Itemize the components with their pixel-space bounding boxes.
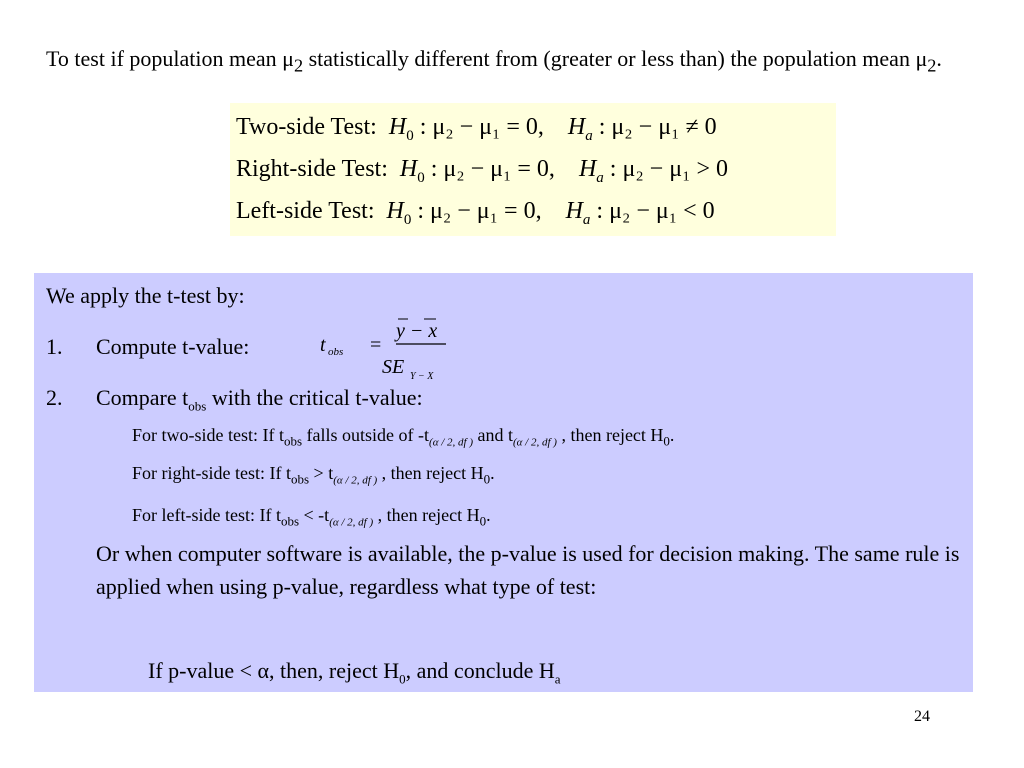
hypothesis-label: Left-side Test: [236,198,375,224]
h0-symbol: H [388,114,407,140]
hypotheses-box [230,103,836,236]
obs-sub: obs [280,513,300,529]
mu-symbol: μ [915,46,928,71]
ha-expr: : μ₂ − μ₁ > 0 [603,156,728,182]
h0-sub: 0 [663,433,670,449]
ha-expr: : μ₂ − μ₁ < 0 [590,198,715,224]
obs-sub: obs [283,433,303,449]
ha-expr: : μ₂ − μ₁ ≠ 0 [592,114,717,140]
intro-part: To test if population mean [46,46,283,71]
h0-symbol: H [399,156,418,182]
h0-sub: 0 [406,127,414,144]
ha-symbol: H [567,114,586,140]
critical-sub: (α / 2, df ) [513,436,557,449]
rule-part: For two-side test: If t [132,425,284,445]
rule-left-side [132,505,491,530]
t-value-formula [318,311,488,381]
h0-symbol: H [386,198,404,224]
formula-numerator: y − x [396,320,438,342]
formula-denominator: SE [382,356,405,378]
step2-text [96,385,423,414]
step2-part: Compare t [96,385,189,410]
rule-part: and t [473,425,513,445]
rule-part: . [490,463,495,483]
critical-sub: (α / 2, df ) [429,436,473,449]
h0-expr: : μ₂ − μ₁ = 0, [424,156,555,182]
hypothesis-label: Right-side Test: [236,156,388,182]
ha-symbol: H [578,156,597,182]
h0-expr: : μ₂ − μ₁ = 0, [411,198,542,224]
critical-sub: (α / 2, df ) [329,516,374,529]
hypothesis-two-side [236,107,717,147]
obs-sub: obs [290,471,310,487]
rule-part: < -t [299,505,330,525]
rule-part: . [486,505,491,525]
step2-part: with the critical t-value: [206,385,423,410]
ha-sub: a [585,127,593,144]
p-value-conclusion [148,658,561,687]
rule-part: falls outside of -t [302,425,430,445]
hypothesis-right-side [236,149,728,189]
page-number: 24 [914,708,930,725]
ha-sub: a [582,211,591,228]
ha-sub: a [596,169,604,186]
h0-sub: 0 [403,211,412,228]
rule-right-side [132,463,495,488]
rule-part: , then reject H [556,425,664,445]
h0-sub: 0 [483,471,491,487]
h0-expr: : μ₂ − μ₁ = 0, [413,114,544,140]
p-value-paragraph: Or when computer software is available, the p-value is used for decision making. The same rule is applied when using p-value, regardless what type of test: [96,541,960,599]
rule-part: . [669,425,675,445]
rule-part: For left-side test: If t [132,505,281,525]
rule-part: For right-side test: If t [132,463,291,483]
step1-number: 1. [46,334,63,359]
hypothesis-left-side [236,191,715,231]
conclusion-part: If p-value < α, then, reject H [148,658,400,683]
step1-text: Compute t-value: [96,334,250,359]
formula-equals: = [370,334,382,356]
ha-sub: a [554,671,561,687]
h0-sub: 0 [417,169,425,186]
formula-lhs: t [320,334,326,356]
h0-sub: 0 [479,513,487,529]
mu-symbol: μ [282,46,294,71]
ha-symbol: H [565,198,583,224]
obs-sub: obs [188,398,207,414]
step2-number: 2. [46,385,63,410]
h0-sub: 0 [399,671,406,687]
rule-part: , then reject H [373,505,480,525]
rule-two-side [132,425,674,450]
intro-text [46,42,1024,82]
hypothesis-label: Two-side Test: [236,114,377,140]
conclusion-part: , and conclude H [405,658,555,683]
mu-subscript: 2 [927,55,937,76]
box-heading: We apply the t-test by: [46,283,245,308]
rule-part: , then reject H [377,463,484,483]
critical-sub: (α / 2, df ) [333,474,378,487]
intro-end: . [936,46,942,71]
formula-lhs-sub: obs [328,346,344,358]
t-test-box [34,273,973,692]
formula-denominator-sub: Y − X [410,371,434,381]
mu-subscript: 2 [293,55,304,76]
intro-part: statistically different from (greater or less than) the population mean [303,46,916,71]
rule-part: > t [309,463,334,483]
